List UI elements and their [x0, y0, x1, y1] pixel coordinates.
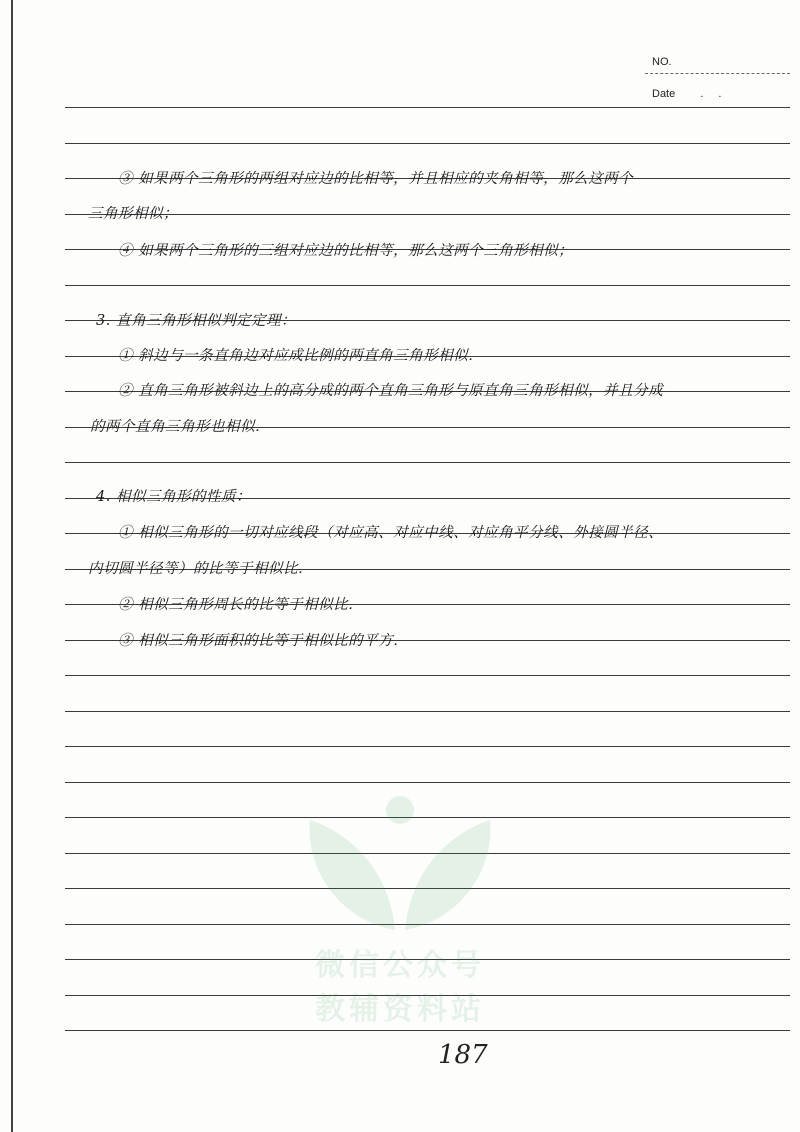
- ruled-line: [65, 462, 790, 463]
- note-line-1: ③ 如果两个三角形的两组对应边的比相等，并且相应的夹角相等，那么这两个: [118, 171, 634, 187]
- ruled-line: [65, 711, 790, 712]
- ruled-line: [65, 746, 790, 747]
- note-line-7: 的两个直角三角形也相似．: [90, 419, 270, 435]
- date-label: [652, 88, 727, 100]
- ruled-line: [65, 107, 790, 108]
- note-line-9: ① 相似三角形的一切对应线段（对应高、对应中线、对应角平分线、外接圆半径、: [118, 525, 664, 541]
- ruled-line: [65, 285, 790, 286]
- page-number: 187: [438, 1040, 488, 1070]
- note-line-2: 三角形相似；: [88, 206, 178, 222]
- ruled-line: [65, 782, 790, 783]
- ruled-line: [65, 675, 790, 676]
- note-line-11: ② 相似三角形周长的比等于相似比．: [118, 597, 364, 613]
- watermark: [300, 790, 500, 1050]
- note-line-10: 内切圆半径等）的比等于相似比．: [88, 561, 313, 577]
- binding-edge: [11, 0, 13, 1132]
- note-line-5: ① 斜边与一条直角边对应成比例的两直角三角形相似．: [118, 348, 484, 364]
- no-label: NO.: [652, 56, 672, 68]
- watermark-line-2: 教辅资料站: [315, 992, 485, 1027]
- note-line-4: 3. 直角三角形相似判定定理：: [96, 313, 296, 329]
- no-rule: [645, 73, 790, 74]
- watermark-line-1: 微信公众号: [315, 948, 485, 983]
- note-line-12: ③ 相似三角形面积的比等于相似比的平方．: [118, 633, 409, 649]
- ruled-line: [65, 143, 790, 144]
- note-line-8: 4. 相似三角形的性质：: [96, 489, 251, 505]
- note-line-6: ② 直角三角形被斜边上的高分成的两个直角三角形与原直角三角形相似，并且分成: [118, 383, 664, 399]
- date-label-text: Date: [652, 88, 676, 100]
- leaf-logo-icon: [300, 790, 500, 940]
- date-dots: . .: [700, 88, 728, 100]
- note-line-3: ④ 如果两个三角形的三组对应边的比相等，那么这两个三角形相似；: [118, 243, 574, 259]
